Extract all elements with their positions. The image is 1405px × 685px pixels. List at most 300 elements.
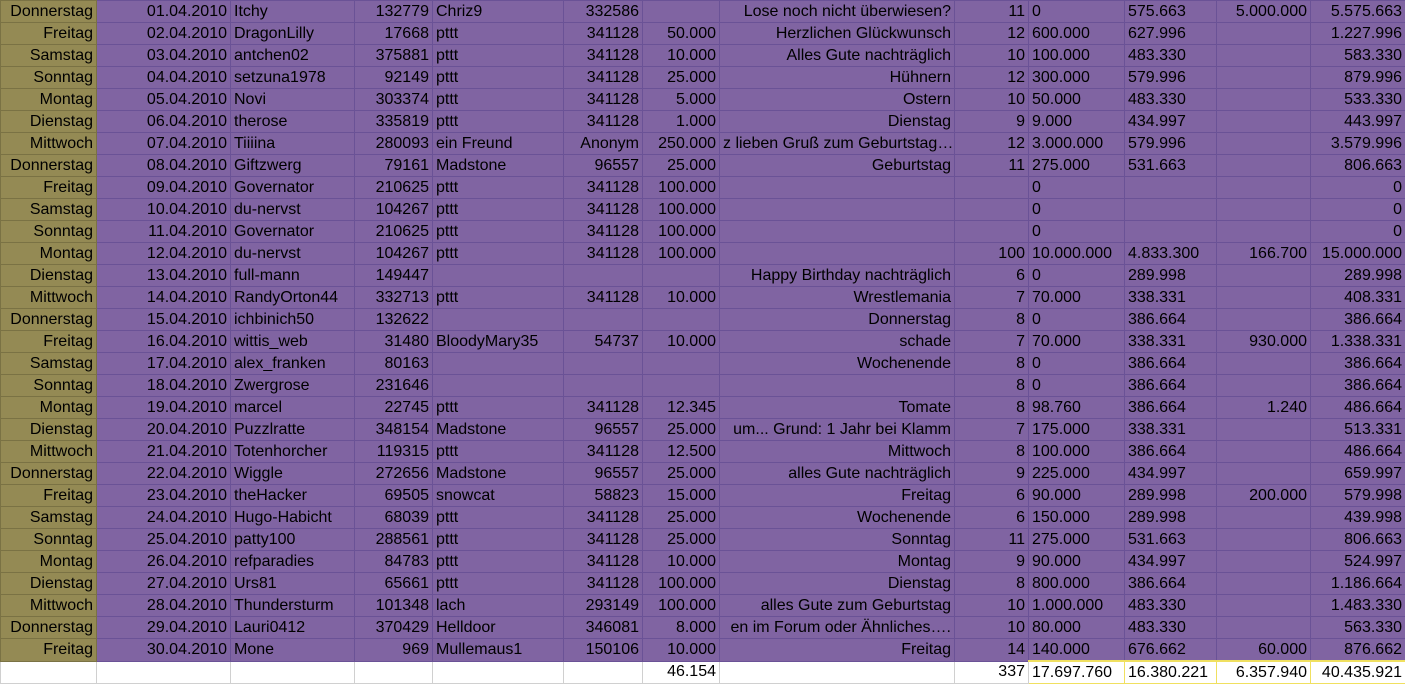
sender-id-cell[interactable] [564, 309, 643, 331]
v3-cell[interactable] [1217, 89, 1311, 111]
v1-cell[interactable]: 70.000 [1029, 287, 1125, 309]
count-cell[interactable]: 12 [955, 23, 1029, 45]
date-cell[interactable]: 11.04.2010 [97, 221, 231, 243]
message-cell[interactable]: Wochenende [720, 353, 955, 375]
count-cell[interactable]: 9 [955, 111, 1029, 133]
user-cell[interactable]: wittis_web [231, 331, 355, 353]
v4-cell[interactable]: 0 [1311, 177, 1405, 199]
v4-cell[interactable]: 15.000.000 [1311, 243, 1405, 265]
message-cell[interactable]: en im Forum oder Ähnliches…. [720, 617, 955, 639]
amount-cell[interactable] [643, 265, 720, 287]
count-cell[interactable]: 6 [955, 507, 1029, 529]
v3-cell[interactable]: 166.700 [1217, 243, 1311, 265]
v3-cell[interactable] [1217, 265, 1311, 287]
user-id-cell[interactable]: 132622 [355, 309, 433, 331]
count-cell[interactable]: 6 [955, 485, 1029, 507]
sender-cell[interactable]: Mullemaus1 [433, 639, 564, 662]
user-cell[interactable]: Lauri0412 [231, 617, 355, 639]
v2-cell[interactable]: 434.997 [1125, 463, 1217, 485]
v3-cell[interactable] [1217, 287, 1311, 309]
message-cell[interactable]: um... Grund: 1 Jahr bei Klamm [720, 419, 955, 441]
day-cell[interactable]: Dienstag [1, 265, 97, 287]
day-cell[interactable]: Montag [1, 243, 97, 265]
day-cell[interactable]: Freitag [1, 23, 97, 45]
v3-cell[interactable] [1217, 441, 1311, 463]
v3-cell[interactable] [1217, 375, 1311, 397]
v2-cell[interactable]: 483.330 [1125, 45, 1217, 67]
date-cell[interactable]: 03.04.2010 [97, 45, 231, 67]
date-cell[interactable]: 13.04.2010 [97, 265, 231, 287]
sender-id-cell[interactable]: 96557 [564, 463, 643, 485]
user-id-cell[interactable]: 288561 [355, 529, 433, 551]
message-cell[interactable] [720, 199, 955, 221]
sender-id-cell[interactable]: 293149 [564, 595, 643, 617]
v4-cell[interactable]: 579.998 [1311, 485, 1405, 507]
sender-cell[interactable] [433, 375, 564, 397]
v1-cell[interactable]: 800.000 [1029, 573, 1125, 595]
v2-cell[interactable]: 575.663 [1125, 1, 1217, 23]
day-cell[interactable]: Donnerstag [1, 309, 97, 331]
date-cell[interactable]: 22.04.2010 [97, 463, 231, 485]
sender-id-cell[interactable]: 341128 [564, 23, 643, 45]
sender-id-cell[interactable]: 341128 [564, 111, 643, 133]
v4-cell[interactable]: 533.330 [1311, 89, 1405, 111]
sender-id-cell[interactable]: 332586 [564, 1, 643, 23]
sender-id-cell[interactable] [564, 265, 643, 287]
amount-cell[interactable] [643, 309, 720, 331]
day-cell[interactable]: Samstag [1, 199, 97, 221]
v4-cell[interactable]: 443.997 [1311, 111, 1405, 133]
v4-cell[interactable]: 386.664 [1311, 353, 1405, 375]
message-cell[interactable] [720, 375, 955, 397]
v2-cell[interactable]: 386.664 [1125, 309, 1217, 331]
amount-cell[interactable] [643, 375, 720, 397]
v1-cell[interactable]: 50.000 [1029, 89, 1125, 111]
sender-id-cell[interactable]: 341128 [564, 397, 643, 419]
v4-cell[interactable]: 408.331 [1311, 287, 1405, 309]
user-id-cell[interactable]: 303374 [355, 89, 433, 111]
sender-id-cell[interactable] [564, 353, 643, 375]
v2-cell[interactable]: 289.998 [1125, 507, 1217, 529]
user-cell[interactable]: full-mann [231, 265, 355, 287]
v2-cell[interactable]: 386.664 [1125, 375, 1217, 397]
day-cell[interactable]: Sonntag [1, 529, 97, 551]
sender-id-cell[interactable]: 96557 [564, 155, 643, 177]
user-id-cell[interactable]: 80163 [355, 353, 433, 375]
v2-cell[interactable]: 483.330 [1125, 595, 1217, 617]
amount-cell[interactable]: 100.000 [643, 243, 720, 265]
v4-cell[interactable]: 0 [1311, 199, 1405, 221]
message-cell[interactable]: Wrestlemania [720, 287, 955, 309]
user-cell[interactable]: RandyOrton44 [231, 287, 355, 309]
message-cell[interactable]: schade [720, 331, 955, 353]
date-cell[interactable]: 29.04.2010 [97, 617, 231, 639]
v4-cell[interactable]: 0 [1311, 221, 1405, 243]
v1-cell[interactable]: 1.000.000 [1029, 595, 1125, 617]
v1-cell[interactable]: 150.000 [1029, 507, 1125, 529]
amount-cell[interactable]: 100.000 [643, 573, 720, 595]
v1-cell[interactable]: 80.000 [1029, 617, 1125, 639]
user-id-cell[interactable]: 132779 [355, 1, 433, 23]
count-cell[interactable] [955, 199, 1029, 221]
v4-cell[interactable]: 806.663 [1311, 155, 1405, 177]
sender-cell[interactable]: BloodyMary35 [433, 331, 564, 353]
v3-cell[interactable] [1217, 67, 1311, 89]
amount-cell[interactable]: 10.000 [643, 331, 720, 353]
sender-cell[interactable]: pttt [433, 177, 564, 199]
message-cell[interactable]: alles Gute zum Geburtstag [720, 595, 955, 617]
count-cell[interactable]: 9 [955, 463, 1029, 485]
v4-cell[interactable]: 3.579.996 [1311, 133, 1405, 155]
sender-cell[interactable]: ein Freund [433, 133, 564, 155]
user-cell[interactable]: Hugo-Habicht [231, 507, 355, 529]
user-cell[interactable]: Totenhorcher [231, 441, 355, 463]
date-cell[interactable]: 09.04.2010 [97, 177, 231, 199]
sender-cell[interactable] [433, 265, 564, 287]
v1-cell[interactable]: 90.000 [1029, 551, 1125, 573]
message-cell[interactable]: Freitag [720, 485, 955, 507]
v1-cell[interactable]: 300.000 [1029, 67, 1125, 89]
message-cell[interactable]: Hühnern [720, 67, 955, 89]
sender-cell[interactable]: pttt [433, 287, 564, 309]
sender-cell[interactable]: Madstone [433, 155, 564, 177]
sender-cell[interactable]: Madstone [433, 419, 564, 441]
v3-cell[interactable] [1217, 309, 1311, 331]
message-cell[interactable] [720, 177, 955, 199]
v4-cell[interactable]: 563.330 [1311, 617, 1405, 639]
v1-cell[interactable]: 175.000 [1029, 419, 1125, 441]
v3-cell[interactable]: 200.000 [1217, 485, 1311, 507]
sender-id-cell[interactable]: 341128 [564, 67, 643, 89]
count-cell[interactable]: 11 [955, 155, 1029, 177]
amount-cell[interactable]: 1.000 [643, 111, 720, 133]
user-id-cell[interactable]: 969 [355, 639, 433, 662]
sender-id-cell[interactable]: 341128 [564, 529, 643, 551]
sender-id-cell[interactable]: Anonym [564, 133, 643, 155]
date-cell[interactable]: 12.04.2010 [97, 243, 231, 265]
sender-id-cell[interactable]: 150106 [564, 639, 643, 662]
user-cell[interactable]: DragonLilly [231, 23, 355, 45]
v4-cell[interactable]: 5.575.663 [1311, 1, 1405, 23]
sender-id-cell[interactable]: 341128 [564, 441, 643, 463]
date-cell[interactable]: 30.04.2010 [97, 639, 231, 662]
user-cell[interactable]: theHacker [231, 485, 355, 507]
v3-cell[interactable] [1217, 419, 1311, 441]
v2-cell[interactable]: 579.996 [1125, 133, 1217, 155]
day-cell[interactable]: Mittwoch [1, 595, 97, 617]
v3-cell[interactable]: 1.240 [1217, 397, 1311, 419]
v4-cell[interactable]: 659.997 [1311, 463, 1405, 485]
user-id-cell[interactable]: 104267 [355, 243, 433, 265]
message-cell[interactable]: Ostern [720, 89, 955, 111]
message-cell[interactable]: Freitag [720, 639, 955, 662]
v3-cell[interactable] [1217, 529, 1311, 551]
v1-cell[interactable]: 0 [1029, 309, 1125, 331]
sender-id-cell[interactable]: 341128 [564, 89, 643, 111]
amount-cell[interactable]: 25.000 [643, 419, 720, 441]
v4-cell[interactable]: 486.664 [1311, 397, 1405, 419]
user-id-cell[interactable]: 69505 [355, 485, 433, 507]
count-cell[interactable]: 10 [955, 595, 1029, 617]
count-cell[interactable]: 11 [955, 529, 1029, 551]
v2-cell[interactable]: 531.663 [1125, 529, 1217, 551]
sender-id-cell[interactable]: 341128 [564, 551, 643, 573]
day-cell[interactable]: Sonntag [1, 221, 97, 243]
sender-cell[interactable]: Helldoor [433, 617, 564, 639]
user-id-cell[interactable]: 272656 [355, 463, 433, 485]
total-v3-cell[interactable]: 6.357.940 [1217, 661, 1311, 684]
date-cell[interactable]: 04.04.2010 [97, 67, 231, 89]
amount-cell[interactable]: 250.000 [643, 133, 720, 155]
date-cell[interactable]: 19.04.2010 [97, 397, 231, 419]
cell[interactable] [97, 661, 231, 684]
date-cell[interactable]: 01.04.2010 [97, 1, 231, 23]
user-cell[interactable]: patty100 [231, 529, 355, 551]
v2-cell[interactable]: 483.330 [1125, 89, 1217, 111]
count-cell[interactable]: 12 [955, 133, 1029, 155]
sender-cell[interactable]: pttt [433, 573, 564, 595]
sender-cell[interactable]: snowcat [433, 485, 564, 507]
sender-id-cell[interactable]: 341128 [564, 507, 643, 529]
user-cell[interactable]: Mone [231, 639, 355, 662]
user-cell[interactable]: Thundersturm [231, 595, 355, 617]
v3-cell[interactable] [1217, 23, 1311, 45]
v2-cell[interactable]: 627.996 [1125, 23, 1217, 45]
user-id-cell[interactable]: 65661 [355, 573, 433, 595]
user-cell[interactable]: Governator [231, 221, 355, 243]
date-cell[interactable]: 16.04.2010 [97, 331, 231, 353]
sender-cell[interactable]: pttt [433, 89, 564, 111]
user-cell[interactable]: refparadies [231, 551, 355, 573]
sender-cell[interactable]: pttt [433, 529, 564, 551]
v2-cell[interactable]: 289.998 [1125, 485, 1217, 507]
user-cell[interactable]: Novi [231, 89, 355, 111]
day-cell[interactable]: Samstag [1, 507, 97, 529]
v3-cell[interactable] [1217, 463, 1311, 485]
v1-cell[interactable]: 70.000 [1029, 331, 1125, 353]
user-id-cell[interactable]: 210625 [355, 177, 433, 199]
sender-cell[interactable]: pttt [433, 23, 564, 45]
date-cell[interactable]: 25.04.2010 [97, 529, 231, 551]
count-cell[interactable] [955, 221, 1029, 243]
day-cell[interactable]: Samstag [1, 353, 97, 375]
v2-cell[interactable]: 386.664 [1125, 441, 1217, 463]
day-cell[interactable]: Sonntag [1, 375, 97, 397]
user-id-cell[interactable]: 210625 [355, 221, 433, 243]
date-cell[interactable]: 08.04.2010 [97, 155, 231, 177]
user-id-cell[interactable]: 149447 [355, 265, 433, 287]
sender-id-cell[interactable] [564, 375, 643, 397]
sender-cell[interactable]: lach [433, 595, 564, 617]
user-id-cell[interactable]: 332713 [355, 287, 433, 309]
amount-cell[interactable]: 100.000 [643, 221, 720, 243]
sender-cell[interactable]: pttt [433, 507, 564, 529]
count-cell[interactable]: 7 [955, 287, 1029, 309]
v4-cell[interactable]: 289.998 [1311, 265, 1405, 287]
message-cell[interactable]: Montag [720, 551, 955, 573]
user-cell[interactable]: therose [231, 111, 355, 133]
v3-cell[interactable] [1217, 111, 1311, 133]
total-amount-cell[interactable]: 46.154 [643, 661, 720, 684]
message-cell[interactable] [720, 221, 955, 243]
message-cell[interactable]: Alles Gute nachträglich [720, 45, 955, 67]
user-id-cell[interactable]: 335819 [355, 111, 433, 133]
user-cell[interactable]: setzuna1978 [231, 67, 355, 89]
count-cell[interactable]: 9 [955, 551, 1029, 573]
sender-id-cell[interactable]: 58823 [564, 485, 643, 507]
v2-cell[interactable]: 386.664 [1125, 353, 1217, 375]
v2-cell[interactable]: 531.663 [1125, 155, 1217, 177]
v4-cell[interactable]: 1.483.330 [1311, 595, 1405, 617]
user-id-cell[interactable]: 31480 [355, 331, 433, 353]
user-id-cell[interactable]: 101348 [355, 595, 433, 617]
sender-cell[interactable]: pttt [433, 111, 564, 133]
v4-cell[interactable]: 1.338.331 [1311, 331, 1405, 353]
user-id-cell[interactable]: 79161 [355, 155, 433, 177]
sender-cell[interactable]: pttt [433, 551, 564, 573]
user-id-cell[interactable]: 92149 [355, 67, 433, 89]
count-cell[interactable]: 11 [955, 1, 1029, 23]
amount-cell[interactable]: 10.000 [643, 45, 720, 67]
v3-cell[interactable] [1217, 199, 1311, 221]
user-cell[interactable]: alex_franken [231, 353, 355, 375]
day-cell[interactable]: Donnerstag [1, 1, 97, 23]
date-cell[interactable]: 05.04.2010 [97, 89, 231, 111]
user-id-cell[interactable]: 17668 [355, 23, 433, 45]
sender-cell[interactable]: pttt [433, 243, 564, 265]
user-id-cell[interactable]: 280093 [355, 133, 433, 155]
v1-cell[interactable]: 100.000 [1029, 45, 1125, 67]
amount-cell[interactable]: 25.000 [643, 67, 720, 89]
v4-cell[interactable]: 386.664 [1311, 309, 1405, 331]
day-cell[interactable]: Montag [1, 551, 97, 573]
count-cell[interactable]: 7 [955, 419, 1029, 441]
date-cell[interactable]: 26.04.2010 [97, 551, 231, 573]
date-cell[interactable]: 07.04.2010 [97, 133, 231, 155]
user-cell[interactable]: Itchy [231, 1, 355, 23]
day-cell[interactable]: Montag [1, 397, 97, 419]
v4-cell[interactable]: 1.186.664 [1311, 573, 1405, 595]
sender-cell[interactable] [433, 353, 564, 375]
amount-cell[interactable]: 8.000 [643, 617, 720, 639]
message-cell[interactable]: Sonntag [720, 529, 955, 551]
v2-cell[interactable] [1125, 199, 1217, 221]
v3-cell[interactable] [1217, 353, 1311, 375]
count-cell[interactable]: 8 [955, 309, 1029, 331]
amount-cell[interactable]: 25.000 [643, 155, 720, 177]
user-cell[interactable]: Zwergrose [231, 375, 355, 397]
day-cell[interactable]: Dienstag [1, 111, 97, 133]
date-cell[interactable]: 20.04.2010 [97, 419, 231, 441]
user-id-cell[interactable]: 84783 [355, 551, 433, 573]
v2-cell[interactable]: 434.997 [1125, 111, 1217, 133]
v2-cell[interactable]: 338.331 [1125, 287, 1217, 309]
v4-cell[interactable]: 879.996 [1311, 67, 1405, 89]
amount-cell[interactable]: 5.000 [643, 89, 720, 111]
count-cell[interactable]: 100 [955, 243, 1029, 265]
sender-id-cell[interactable]: 96557 [564, 419, 643, 441]
count-cell[interactable]: 12 [955, 67, 1029, 89]
amount-cell[interactable] [643, 353, 720, 375]
v4-cell[interactable]: 513.331 [1311, 419, 1405, 441]
sender-id-cell[interactable]: 341128 [564, 221, 643, 243]
cell[interactable] [720, 661, 955, 684]
day-cell[interactable]: Mittwoch [1, 133, 97, 155]
v2-cell[interactable]: 483.330 [1125, 617, 1217, 639]
amount-cell[interactable]: 100.000 [643, 199, 720, 221]
v1-cell[interactable]: 600.000 [1029, 23, 1125, 45]
v3-cell[interactable] [1217, 177, 1311, 199]
v3-cell[interactable] [1217, 133, 1311, 155]
sender-cell[interactable]: pttt [433, 221, 564, 243]
cell[interactable] [231, 661, 355, 684]
user-id-cell[interactable]: 231646 [355, 375, 433, 397]
date-cell[interactable]: 10.04.2010 [97, 199, 231, 221]
cell[interactable] [564, 661, 643, 684]
v1-cell[interactable]: 9.000 [1029, 111, 1125, 133]
sender-cell[interactable] [433, 309, 564, 331]
v4-cell[interactable]: 876.662 [1311, 639, 1405, 662]
sender-id-cell[interactable]: 341128 [564, 243, 643, 265]
sender-id-cell[interactable]: 341128 [564, 199, 643, 221]
v1-cell[interactable]: 98.760 [1029, 397, 1125, 419]
user-cell[interactable]: Puzzlratte [231, 419, 355, 441]
count-cell[interactable]: 10 [955, 45, 1029, 67]
message-cell[interactable]: alles Gute nachträglich [720, 463, 955, 485]
user-cell[interactable]: ichbinich50 [231, 309, 355, 331]
cell[interactable] [1, 661, 97, 684]
v3-cell[interactable] [1217, 595, 1311, 617]
message-cell[interactable]: Geburtstag [720, 155, 955, 177]
user-id-cell[interactable]: 119315 [355, 441, 433, 463]
sender-cell[interactable]: Madstone [433, 463, 564, 485]
user-id-cell[interactable]: 22745 [355, 397, 433, 419]
sender-id-cell[interactable]: 341128 [564, 177, 643, 199]
sender-id-cell[interactable]: 341128 [564, 573, 643, 595]
v2-cell[interactable]: 338.331 [1125, 419, 1217, 441]
cell[interactable] [433, 661, 564, 684]
date-cell[interactable]: 28.04.2010 [97, 595, 231, 617]
amount-cell[interactable]: 10.000 [643, 639, 720, 662]
date-cell[interactable]: 23.04.2010 [97, 485, 231, 507]
count-cell[interactable]: 14 [955, 639, 1029, 662]
v1-cell[interactable]: 0 [1029, 265, 1125, 287]
cell[interactable] [355, 661, 433, 684]
sender-cell[interactable]: pttt [433, 67, 564, 89]
sender-cell[interactable]: pttt [433, 199, 564, 221]
v1-cell[interactable]: 275.000 [1029, 529, 1125, 551]
v1-cell[interactable]: 225.000 [1029, 463, 1125, 485]
v3-cell[interactable]: 5.000.000 [1217, 1, 1311, 23]
amount-cell[interactable]: 50.000 [643, 23, 720, 45]
user-cell[interactable]: Governator [231, 177, 355, 199]
total-v1-cell[interactable]: 17.697.760 [1029, 661, 1125, 684]
user-id-cell[interactable]: 348154 [355, 419, 433, 441]
user-cell[interactable]: du-nervst [231, 199, 355, 221]
v1-cell[interactable]: 90.000 [1029, 485, 1125, 507]
v2-cell[interactable]: 676.662 [1125, 639, 1217, 662]
user-cell[interactable]: Wiggle [231, 463, 355, 485]
message-cell[interactable]: Donnerstag [720, 309, 955, 331]
count-cell[interactable]: 8 [955, 573, 1029, 595]
user-cell[interactable]: antchen02 [231, 45, 355, 67]
sender-id-cell[interactable]: 341128 [564, 45, 643, 67]
user-cell[interactable]: Giftzwerg [231, 155, 355, 177]
user-id-cell[interactable]: 370429 [355, 617, 433, 639]
v3-cell[interactable] [1217, 45, 1311, 67]
v4-cell[interactable]: 1.227.996 [1311, 23, 1405, 45]
count-cell[interactable]: 10 [955, 617, 1029, 639]
